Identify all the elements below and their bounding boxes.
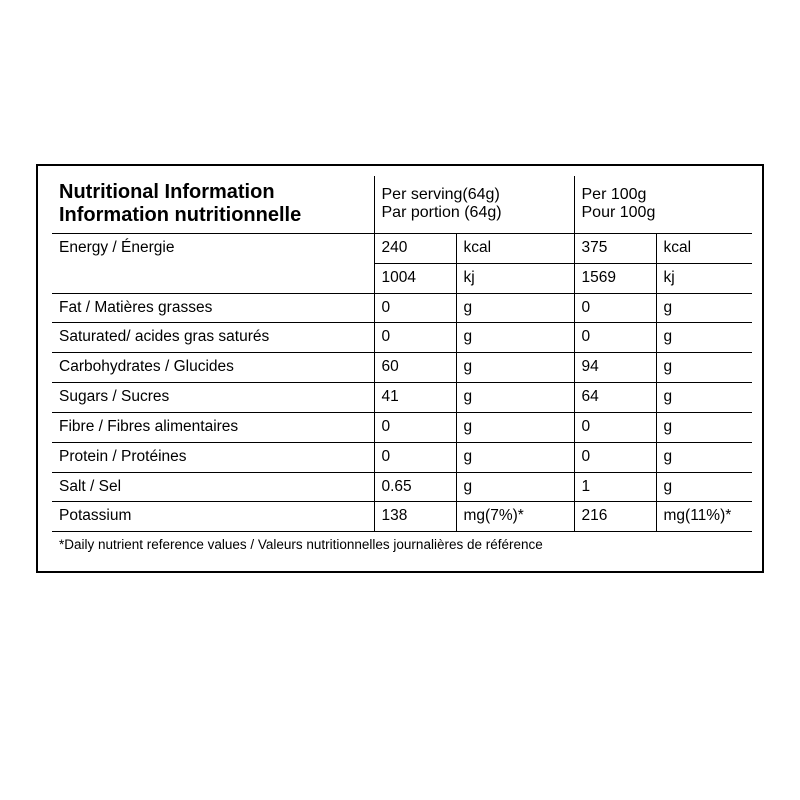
row-value-serving: 0 [374,323,456,353]
row-unit-serving: g [456,293,574,323]
row-value-serving: 0 [374,293,456,323]
column-header-per-100g-fr: Pour 100g [581,204,656,221]
footnote-text: *Daily nutrient reference values / Valeurs nutritionnelles journalières de référence [52,532,752,559]
table-row [52,323,752,353]
row-value-serving: 41 [374,383,456,413]
column-header-per-serving-en: Per serving(64g) [381,185,500,203]
table-row [52,502,752,532]
row-value-100g: 375 [574,234,656,264]
panel-title [52,176,374,234]
row-unit-100g: kj [656,263,752,293]
row-label: Energy / Énergie [52,234,374,264]
nutrition-table-body [52,176,752,559]
row-unit-serving: g [456,472,574,502]
row-unit-serving: g [456,323,574,353]
column-header-per-serving-fr: Par portion (64g) [381,204,502,221]
row-unit-serving: g [456,353,574,383]
row-unit-100g: g [656,442,752,472]
row-value-serving: 0 [374,412,456,442]
column-header-per-100g [574,176,752,234]
column-header-per-100g-en: Per 100g [581,185,647,203]
row-label: Salt / Sel [52,472,374,502]
table-row [52,472,752,502]
row-label: Fibre / Fibres alimentaires [52,412,374,442]
nutrition-table [52,176,752,559]
row-unit-100g: g [656,323,752,353]
table-row [52,293,752,323]
nutrition-panel [36,164,764,573]
table-row [52,383,752,413]
row-unit-100g: mg(11%)* [656,502,752,532]
row-label: Carbohydrates / Glucides [52,353,374,383]
row-value-serving: 138 [374,502,456,532]
row-unit-serving: g [456,442,574,472]
row-value-100g: 64 [574,383,656,413]
row-value-100g: 0 [574,293,656,323]
row-unit-serving: kj [456,263,574,293]
footnote-row [52,532,752,559]
table-row [52,442,752,472]
row-value-serving: 1004 [374,263,456,293]
row-unit-100g: g [656,293,752,323]
row-unit-serving: mg(7%)* [456,502,574,532]
column-header-per-serving [374,176,574,234]
table-header-row [52,176,752,234]
row-value-100g: 216 [574,502,656,532]
row-label: Saturated/ acides gras saturés [52,323,374,353]
panel-title-fr: Information nutritionnelle [59,204,302,226]
row-value-serving: 0 [374,442,456,472]
table-row [52,353,752,383]
row-unit-100g: g [656,412,752,442]
row-value-100g: 1569 [574,263,656,293]
row-unit-serving: g [456,412,574,442]
row-value-serving: 60 [374,353,456,383]
row-value-100g: 0 [574,412,656,442]
row-unit-100g: kcal [656,234,752,264]
row-unit-serving: g [456,383,574,413]
row-label: Potassium [52,502,374,532]
table-row [52,234,752,264]
table-row [52,412,752,442]
row-label: Sugars / Sucres [52,383,374,413]
row-value-100g: 94 [574,353,656,383]
table-row [52,263,752,293]
row-label: Fat / Matières grasses [52,293,374,323]
row-value-serving: 0.65 [374,472,456,502]
row-value-100g: 1 [574,472,656,502]
row-label [52,263,374,293]
row-unit-100g: g [656,353,752,383]
row-unit-serving: kcal [456,234,574,264]
row-unit-100g: g [656,472,752,502]
row-label: Protein / Protéines [52,442,374,472]
row-value-serving: 240 [374,234,456,264]
panel-title-en: Nutritional Information [59,181,275,203]
row-value-100g: 0 [574,323,656,353]
row-value-100g: 0 [574,442,656,472]
row-unit-100g: g [656,383,752,413]
